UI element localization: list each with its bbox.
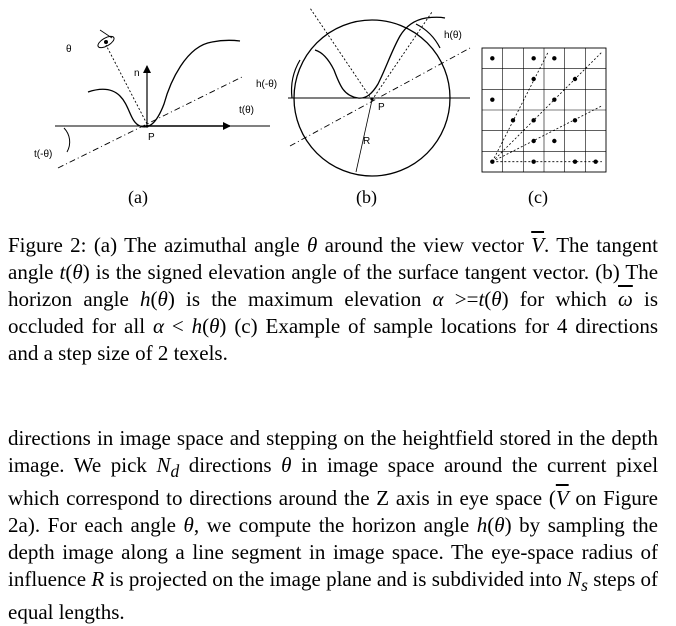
caption-text: ( [150,287,158,311]
sample-point [573,159,577,163]
body-text: ( [487,513,495,538]
panel-a-surface-curve [88,40,240,127]
caption-text: < [171,314,184,338]
body-paragraph [8,425,658,626]
sample-point [511,118,515,122]
panel-b-caption-label: (b) [356,187,377,207]
sample-point [593,159,597,163]
panel-c-caption-label: (c) [528,187,548,207]
caption-math: θ [491,287,502,311]
caption-math: θ [209,314,220,338]
caption-math: θ [72,260,83,284]
panel-a-p-label: P [148,132,155,143]
panel-b-r-label: R [363,136,371,147]
sample-point [573,118,577,122]
caption-text: ) is the signed elevation angle of the surface tangent vector. [82,260,590,284]
sample-point [490,97,494,101]
caption-marker-a: (a) [93,233,118,257]
body-text: directions in image space and stepping on the heightfield stored in the depth image. We pick [8,426,658,477]
sample-point [552,56,556,60]
panel-b-point-p [370,97,373,100]
sample-point [573,77,577,81]
sample-point [552,139,556,143]
caption-marker-c: (c) [234,314,258,338]
caption-math-vector: $\overline{V}$ [531,233,545,257]
sample-point [531,56,535,60]
figure-2 [0,0,676,215]
body-text: ) by sampling the depth image along a line segment in image space. The eye-space radius of influence [8,513,658,592]
panel-a-angle-arc [64,128,70,152]
panel-a-caption-label: (a) [128,187,148,207]
body-math-vector: $\overline{V}$ [555,486,569,511]
panel-b [256,8,470,208]
panel-a-view-vector [106,45,147,124]
caption-text: ) for which [501,287,607,311]
caption-math-vector: $\overline{\omega}$ [617,287,633,311]
body-math: N [567,567,582,592]
caption-text: Example of sample locations for 4 directions and a step size of 2 texels. [8,314,659,365]
body-text: steps of equal lengths. [8,567,659,625]
caption-text: ) is the maximum elevation [167,287,422,311]
eye-icon [96,30,116,50]
body-math: θ [183,513,194,538]
panel-b-h-neg-theta-label: h(-θ) [256,79,278,90]
caption-text: The azimuthal angle [124,233,300,257]
body-math: N [156,453,171,477]
body-math: θ [494,513,505,538]
caption-math: t [59,260,66,284]
body-text: on Figure 2a). For each angle [8,486,659,538]
panel-c [482,48,606,208]
sample-point [490,56,494,60]
caption-math: α [152,314,164,338]
panel-a-theta-label: θ [66,44,72,55]
caption-text: is occluded for all [8,287,659,338]
panel-a-tangent-line [58,76,244,168]
body-math-subscript: s [581,575,588,596]
caption-marker-b: (b) [595,260,620,284]
sample-point [490,159,494,163]
figure-caption [8,232,658,367]
panel-a-n-label: n [134,68,140,79]
body-math: h [476,513,488,538]
body-text: directions [188,453,272,477]
panel-b-horizon-line-right [372,12,432,100]
body-math-subscript: d [170,461,180,482]
panel-b-h-theta-label: h(θ) [444,30,462,41]
caption-text: The horizon angle [8,260,659,311]
caption-math: t [478,287,485,311]
caption-text: around the view vector [324,233,524,257]
caption-math: h [140,287,151,311]
sample-point [531,118,535,122]
sample-point [552,97,556,101]
body-math: θ [281,453,292,477]
body-text: , we compute the horizon angle [193,513,470,538]
caption-text: >= [454,287,479,311]
panel-a [34,30,270,208]
caption-math: h [191,314,203,338]
panel-a-t-theta-label: t(θ) [239,105,254,116]
caption-text: . The tangent angle [8,233,659,284]
body-text: is projected on the image plane and is subdivided into [109,567,562,592]
body-text: in image space around the current pixel which correspond to directions around the Z axis in eye space ( [8,453,659,511]
panel-b-p-label: P [378,102,385,113]
panel-a-point-p [145,124,148,127]
sample-point [531,77,535,81]
caption-text: ( [202,314,210,338]
caption-math: θ [306,233,318,257]
caption-math: θ [157,287,168,311]
caption-text: ( [65,260,73,284]
caption-fig-ref: Figure 2: [8,233,87,257]
sample-point [531,159,535,163]
body-math: R [91,567,105,592]
caption-text: ( [484,287,492,311]
sample-point [531,139,535,143]
caption-math: α [432,287,444,311]
caption-text: ) [219,314,227,338]
panel-a-t-neg-theta-label: t(-θ) [34,149,53,160]
